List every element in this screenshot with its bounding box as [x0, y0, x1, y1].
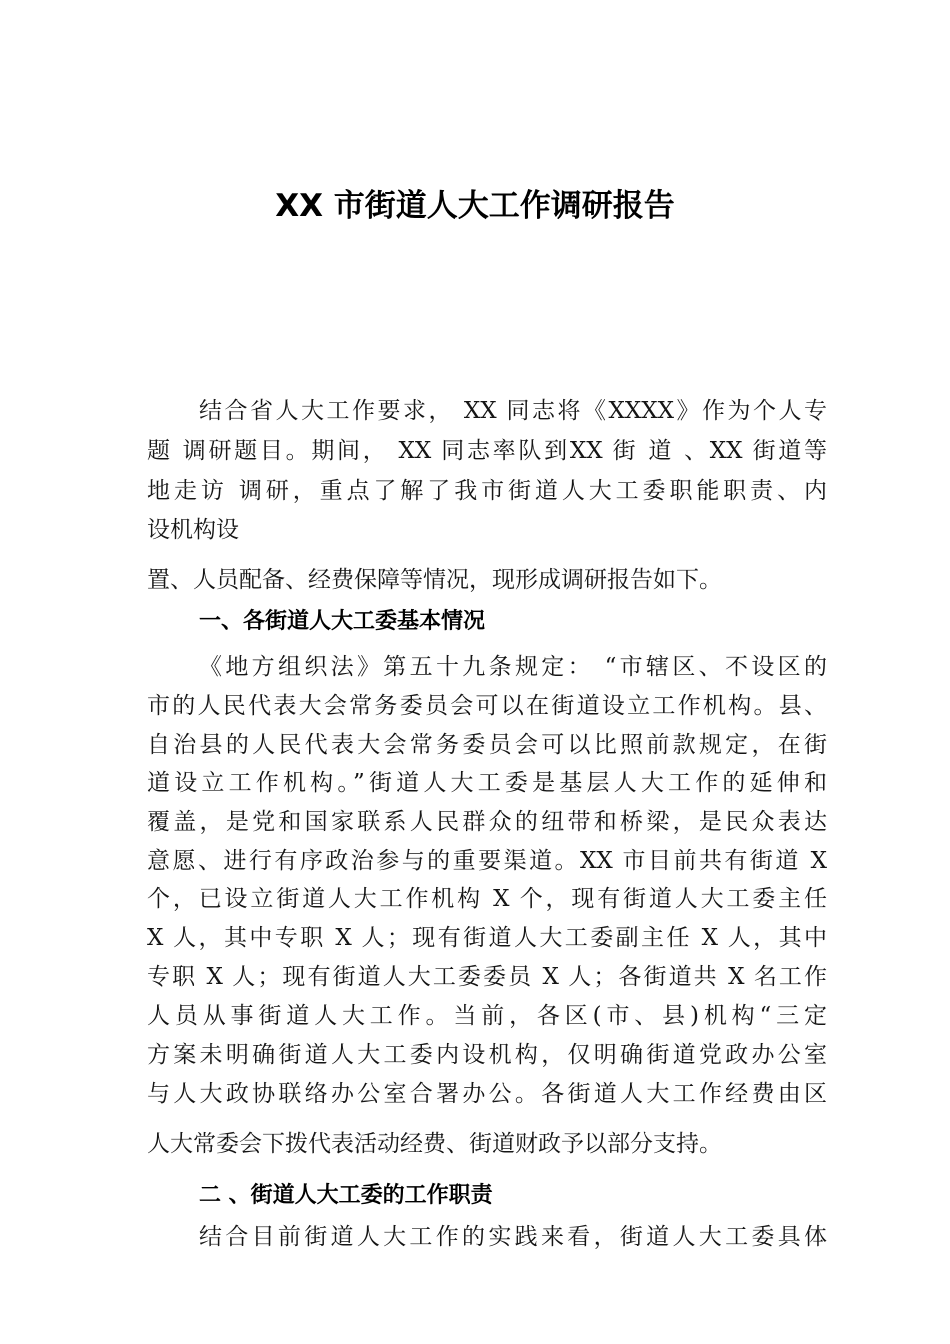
section-1-line-8: X 人，其中专职 X 人；现有街道人大工委副主任 X 人，其中: [147, 925, 827, 951]
section-1-line-4: 道设立工作机构。”街道人大工委是基层人大工作的延伸和: [147, 770, 827, 796]
section-1-line-1: 《地方组织法》第五十九条规定： “市辖区、不设区的: [199, 654, 827, 680]
intro-line-2: 题 调研题目。期间， XX 同志率队到XX 街 道 、XX 街道等: [147, 438, 827, 464]
intro-line-1: 结合省人大工作要求， XX 同志将《XXXX》作为个人专: [199, 398, 827, 424]
section-1-line-6: 意愿、进行有序政治参与的重要渠道。XX 市目前共有街道 X: [147, 848, 827, 874]
section-1-line-2: 市的人民代表大会常务委员会可以在街道设立工作机构。县、: [147, 693, 827, 719]
intro-line-3: 地走访 调研，重点了解了我市街道人大工委职能职责、内: [147, 478, 827, 504]
intro-line-5: 置、人员配备、经费保障等情况，现形成调研报告如下。: [147, 567, 722, 593]
section-1-line-12: 与人大政协联络办公室合署办公。各街道人大工作经费由区: [147, 1081, 827, 1107]
section-1-line-3: 自治县的人民代表大会常务委员会可以比照前款规定，在街: [147, 732, 827, 758]
section-1-line-13: 人大常委会下拨代表活动经费、街道财政予以部分支持。: [147, 1131, 722, 1157]
section-1-line-11: 方案未明确街道人大工委内设机构，仅明确街道党政办公室: [147, 1042, 827, 1068]
section-2-line-1: 结合目前街道人大工作的实践来看，街道人大工委具体: [199, 1224, 827, 1250]
intro-line-4: 设机构设: [147, 517, 239, 543]
section-2-heading: 二 、街道人大工委的工作职责: [199, 1183, 493, 1208]
section-1-heading: 一、各街道人大工委基本情况: [199, 609, 486, 634]
section-1-line-7: 个，已设立街道人大工作机构 X 个，现有街道人大工委主任: [147, 886, 827, 912]
document-title: XX 市街道人大工作调研报告: [275, 188, 675, 224]
section-1-line-5: 覆盖，是党和国家联系人民群众的纽带和桥梁，是民众表达: [147, 809, 827, 835]
section-1-line-10: 人员从事街道人大工作。当前，各区(市、县)机构“三定: [147, 1003, 827, 1029]
section-1-line-9: 专职 X 人；现有街道人大工委委员 X 人；各街道共 X 名工作: [147, 964, 827, 990]
